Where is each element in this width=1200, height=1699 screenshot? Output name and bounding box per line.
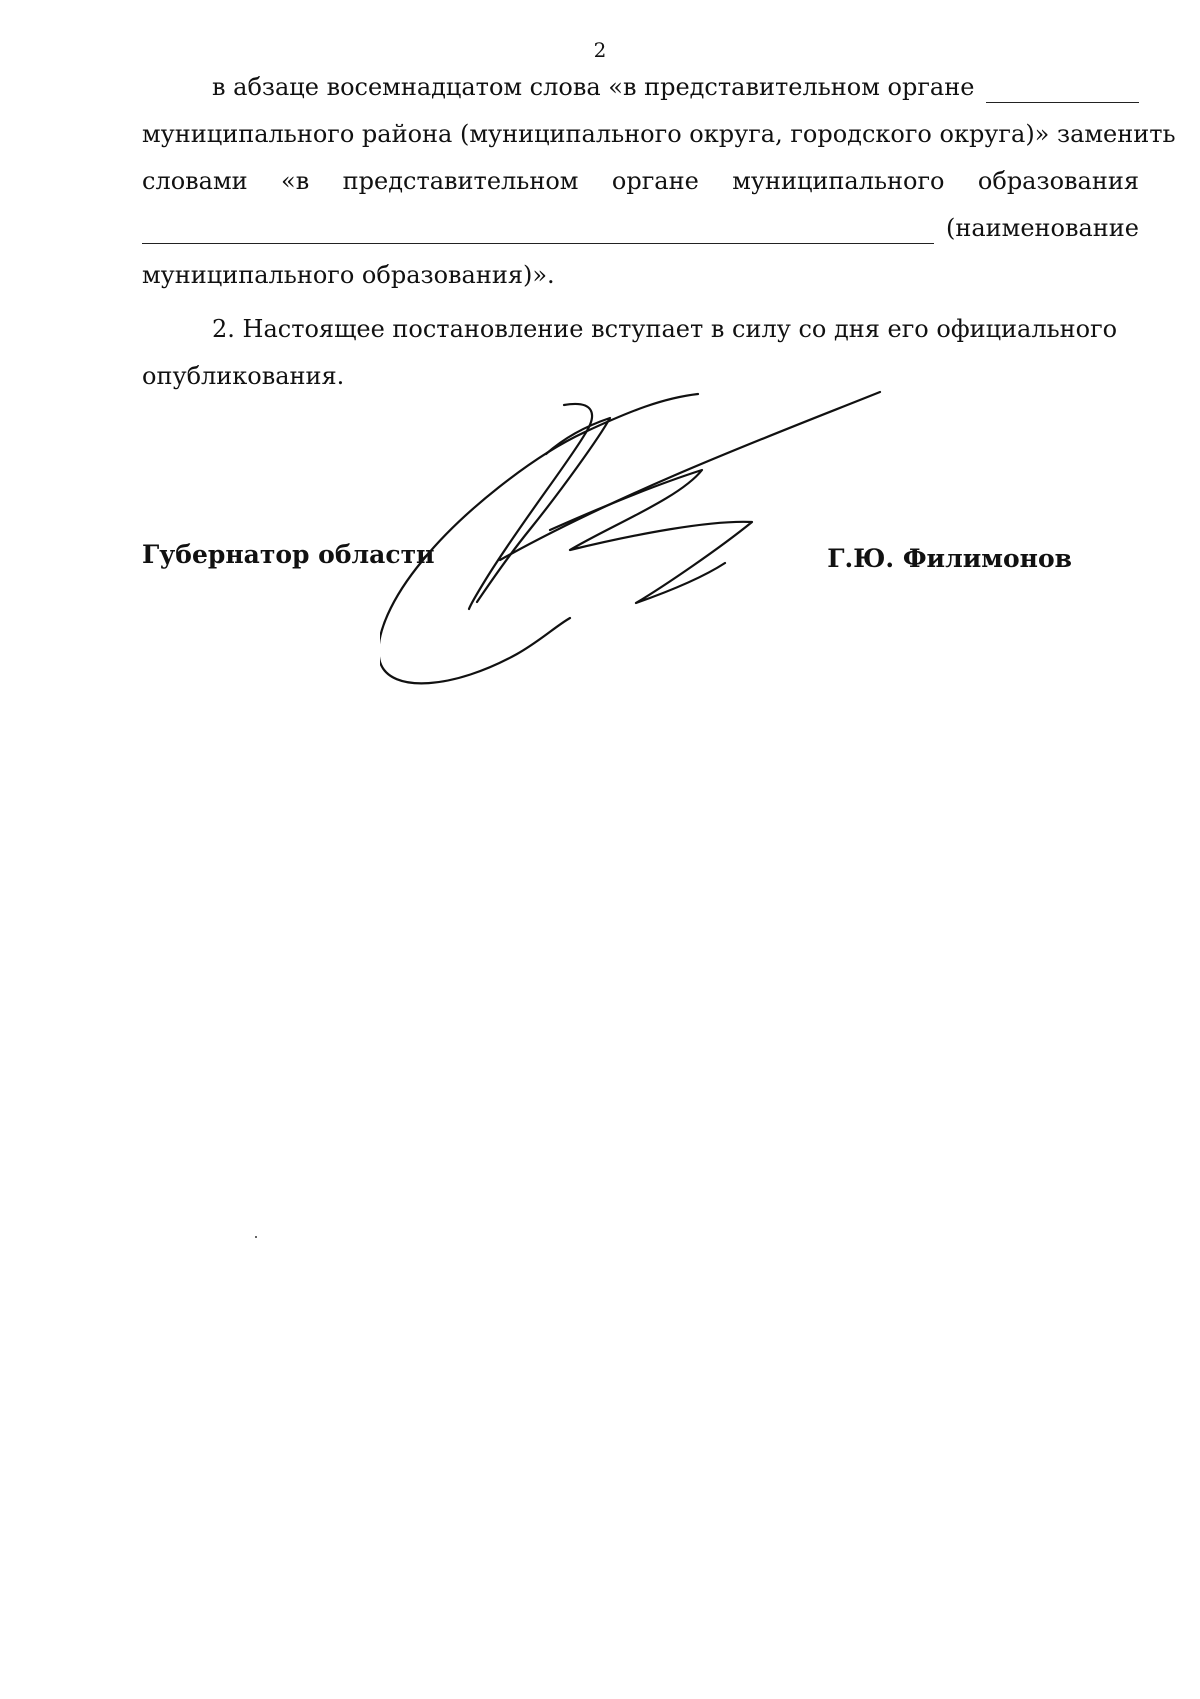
paragraph-1-line-2 (142, 111, 1176, 158)
signer-title: Губернатор области (142, 540, 435, 569)
paragraph-1-line-3 (142, 158, 1139, 205)
paragraph-2-line-1-text: 2. Настоящее постановление вступает в силу со дня его официального (212, 315, 1118, 343)
paragraph-1-line-3-word-3: представительном (342, 167, 579, 195)
page-number: 2 (593, 38, 607, 62)
paragraph-1-line-5 (142, 252, 1139, 299)
signer-name: Г.Ю. Филимонов (827, 544, 1072, 573)
paragraph-2-line-1 (142, 306, 1139, 353)
paragraph-1-line-3-word-6: образования (977, 167, 1139, 195)
signature-block (142, 540, 1072, 580)
paragraph-1-line-2-text: муниципального района (муниципального округа, городского округа)» заменить (142, 120, 1176, 148)
paragraph-1-line-5-text: муниципального образования)». (142, 261, 555, 289)
paragraph-2-line-2-text: опубликования. (142, 362, 345, 390)
paragraph-1-line-1-text: в абзаце восемнадцатом слова «в представительном органе (212, 73, 975, 101)
scan-speck (255, 1236, 257, 1238)
paragraph-1-line-4 (142, 205, 1139, 252)
blank-line-long (142, 243, 934, 244)
paragraph-1-line-3-word-5: муниципального (732, 167, 945, 195)
paragraph-1-line-3-word-1: словами (142, 167, 248, 195)
paragraph-1-line-3-word-4: органе (611, 167, 699, 195)
paragraph-1-line-3-word-2: «в (281, 167, 310, 195)
blank-line-short (986, 102, 1139, 103)
paragraph-1-line-1 (142, 64, 1139, 111)
paragraph-1-line-4-text: (наименование (946, 214, 1139, 242)
paragraph-1 (142, 64, 1176, 299)
